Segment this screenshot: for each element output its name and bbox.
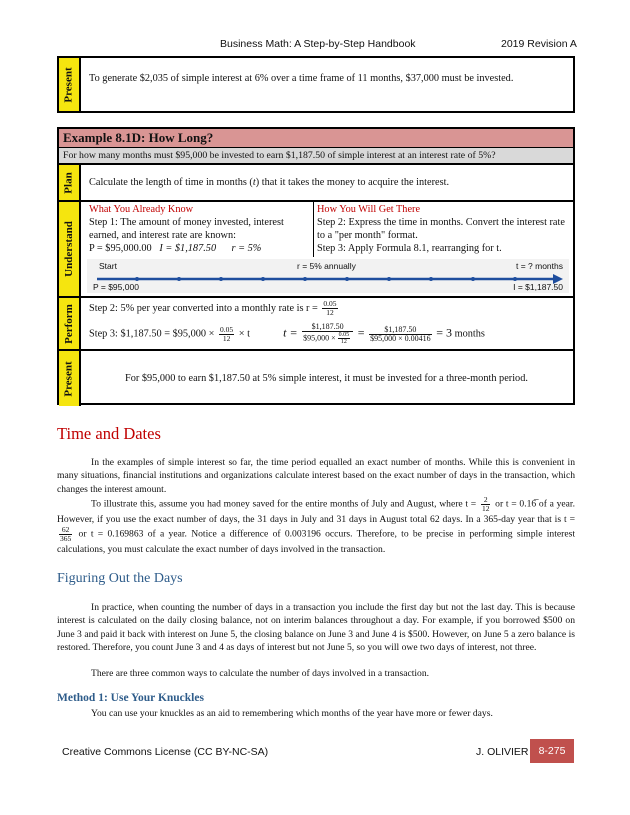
get-section: How You Will Get There Step 2: Express the time in months. Convert the interest rate to a "per month" format. Step 3: Apply Formula 8.1, rearranging for t.	[317, 204, 565, 254]
paragraph-1: In the examples of simple interest so far, the time period equalled an exact number of months. While this is convenient in many situations, financial institutions and organizations calculate interest based on the exact number of days in the transaction, which changes the interest amount.	[57, 457, 575, 495]
footer-author: J. OLIVIER	[476, 746, 529, 758]
method-title: Method 1: Use Your Knuckles	[57, 692, 204, 704]
timeline-start-label: Start	[99, 261, 117, 271]
example-box	[57, 127, 575, 405]
page-number: 8-275	[538, 745, 566, 757]
present-answer: For $95,000 to earn $1,187.50 at 5% simple interest, it must be invested for a three-month period.	[125, 373, 528, 384]
timeline-end-label: t = ? months	[515, 261, 563, 271]
timeline	[87, 259, 569, 293]
timeline-interest: I = $1,187.50	[513, 282, 563, 292]
paragraph-5: You can use your knuckles as an aid to remembering which months of the year have more or fewer days.	[91, 708, 493, 719]
present-label-2: Present	[59, 351, 81, 406]
get-heading: How You Will Get There	[317, 204, 421, 215]
paragraph-4: There are three common ways to calculate the number of days involved in a transaction.	[91, 668, 430, 679]
paragraph-2: To illustrate this, assume you had money saved for the entire months of July and August, where t = $\frac{2}{12}$ or t = 0.16̅ of a year. However, if you use the exact number of days, the 31 days in July and 31 days in August total 62 days. In a 365-day year that is t = $\frac{62}{365}$ or t = 0.169863 of a year. Notice a difference of 0.003196 occurs. Therefore, to be precise in performing simple interest calculations, you must calculate the exact number of days involved in the transaction.	[57, 495, 575, 556]
understand-row	[59, 200, 573, 296]
know-heading: What You Already Know	[89, 204, 194, 215]
footer-page-badge	[530, 739, 574, 763]
perform-row	[59, 296, 573, 349]
perform-step3: Step 3: $1,187.50 = $95,000 × $\frac{0.05}{12}$ × t t = $1,187.50 $95,000 × $\frac{0.05}{12}$ = $\frac{\$1,187.50}{\$95,000 \times 0.00416}$ = 3 months	[89, 322, 485, 345]
section-title: Time and Dates	[57, 424, 161, 443]
know-section: What You Already Know Step 1: The amount of money invested, interest earned, and interest rate are known: P = $95,000.00 I = $1,187.50 r = 5%	[89, 204, 284, 254]
timeline-principal: P = $95,000	[93, 282, 139, 292]
present-text: To generate $2,035 of simple interest at 6% over a time frame of 11 months, $37,000 must be invested.	[89, 73, 514, 84]
example-question: For how many months must $95,000 be invested to earn $1,187.50 of simple interest at an interest rate of 5%?	[59, 147, 573, 163]
header-revision: 2019 Revision A	[501, 38, 577, 50]
present-label: Present	[59, 58, 81, 111]
perform-label: Perform	[59, 298, 81, 349]
plan-text: Calculate the length of time in months (t) that it takes the money to acquire the interest.	[89, 177, 450, 188]
paragraph-3: In practice, when counting the number of days in a transaction you include the first day but not the last day. This is because interest is calculated on the daily closing balance, not on interim balances throughout a day. For example, if you borrowed $500 on June 3 and paid it back with interest on June 5, the closing balance on June 3 and June 4 is $500. However, on June 5 a zero balance is restored. Therefore, you count June 3 and 4 as days of interest but not June 5, so you will owe two days of interest, not three.	[57, 602, 575, 653]
present-row	[59, 349, 573, 406]
perform-step2: Step 2: 5% per year converted into a monthly rate is r = $\frac{0.05}{12}$	[89, 299, 337, 317]
example-title: Example 8.1D: How Long?	[59, 129, 573, 147]
footer-license: Creative Commons License (CC BY-NC-SA)	[62, 746, 269, 758]
timeline-arrow	[87, 271, 569, 287]
present-box-previous	[57, 56, 575, 113]
header-title: Business Math: A Step-by-Step Handbook	[220, 38, 416, 50]
subsection-title: Figuring Out the Days	[57, 571, 183, 586]
plan-label: Plan	[59, 165, 81, 200]
plan-row	[59, 163, 573, 200]
timeline-rate-label: r = 5% annually	[297, 261, 356, 271]
understand-label: Understand	[59, 202, 81, 296]
